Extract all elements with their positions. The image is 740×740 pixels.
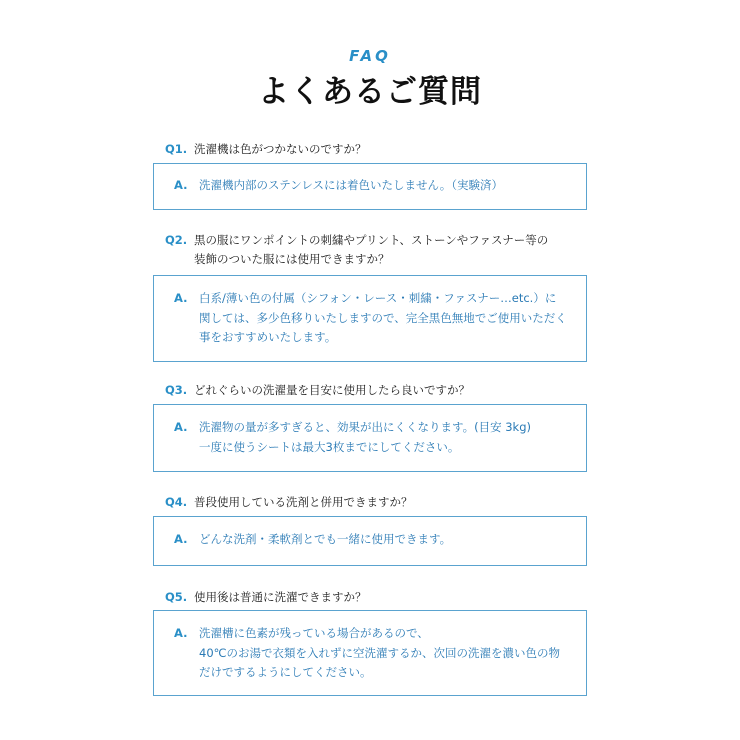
answer-row: [174, 624, 572, 683]
answer-row: [174, 418, 572, 457]
question-number: Q5.: [165, 590, 188, 604]
question-row: [165, 381, 470, 400]
answer-box: [153, 404, 587, 472]
answer-box: [153, 610, 587, 696]
answer-number: A.: [174, 291, 188, 305]
answer-number: A.: [174, 626, 188, 640]
answer-text: どんな洗剤・柔軟剤とでも一緒に使用できます。: [199, 532, 452, 546]
question-number: Q2.: [165, 233, 188, 247]
answer-number: A.: [174, 420, 188, 434]
question-text: 普段使用している洗剤と併用できますか？: [194, 495, 413, 509]
answer-text: 洗濯槽に色素が残っている場合があるので、 40℃のお湯で衣類を入れずに空洗濯するか、次回の洗濯を濃い色の物 だけでするようにしてください。: [199, 626, 561, 679]
answer-number: A.: [174, 532, 188, 546]
answer-text: 白系/薄い色の付属（シフォン・レース・刺繍・ファスナー…etc.）に 関しては、多少色移りいたしますので、完全黒色無地でご使用いただく 事をおすすめいたします。: [199, 291, 567, 344]
question-row: [165, 140, 367, 159]
answer-row: [174, 289, 572, 348]
question-number: Q1.: [165, 142, 188, 156]
answer-text: 洗濯機内部のステンレスには着色いたしません。（実験済）: [199, 178, 503, 192]
question-row: [165, 588, 367, 607]
question-text: 使用後は普通に洗濯できますか？: [194, 590, 367, 604]
answer-box: [153, 163, 587, 210]
answer-row: [174, 176, 572, 196]
answer-box: [153, 516, 587, 566]
page-title: よくあるご質問: [258, 74, 482, 110]
question-row: [165, 231, 548, 269]
answer-row: [174, 530, 572, 550]
question-text: 洗濯機は色がつかないのですか？: [194, 142, 367, 156]
answer-text: 洗濯物の量が多すぎると、効果が出にくくなります。(目安 3kg) 一度に使うシートは最大3枚までにしてください。: [199, 420, 531, 454]
answer-box: [153, 275, 587, 362]
question-row: [165, 493, 413, 512]
question-text: 黒の服にワンポイントの刺繍やプリント、ストーンやファスナー等の 装飾のついた服には使用できますか？: [194, 233, 549, 266]
faq-label: FAQ: [349, 47, 391, 65]
answer-number: A.: [174, 178, 188, 192]
question-number: Q4.: [165, 495, 188, 509]
question-text: どれぐらいの洗濯量を目安に使用したら良いですか？: [194, 383, 470, 397]
question-number: Q3.: [165, 383, 188, 397]
